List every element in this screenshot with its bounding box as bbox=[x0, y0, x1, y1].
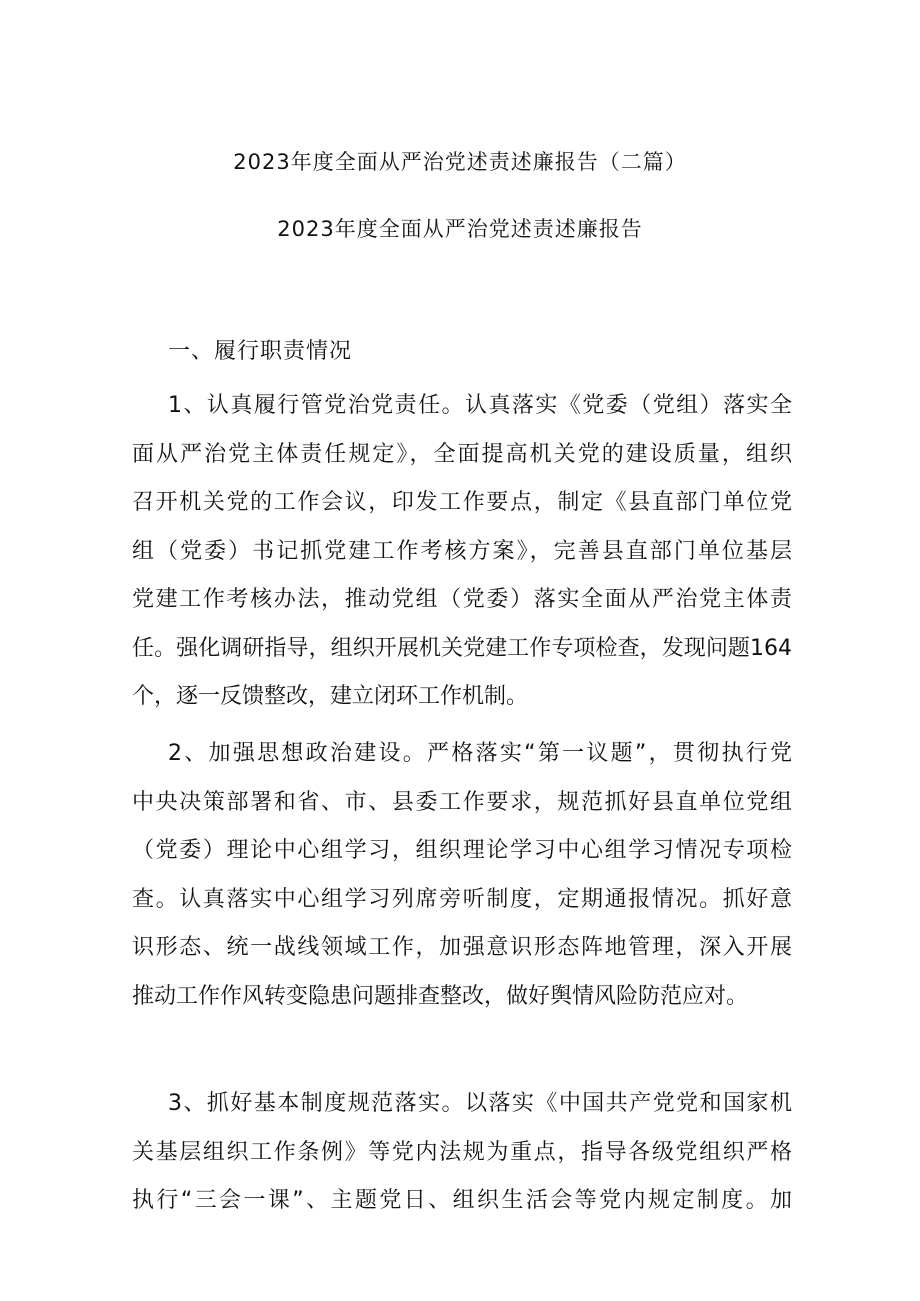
paragraph-line: 召开机关党的工作会议，印发工作要点，制定《县直部门单位党 bbox=[132, 490, 792, 515]
paragraph-line: 3、抓好基本制度规范落实。以落实《中国共产党党和国家机 bbox=[168, 1091, 792, 1116]
paragraph-line: 个，逐一反馈整改，建立闭环工作机制。 bbox=[132, 684, 529, 709]
paragraph-line: 2、加强思想政治建设。严格落实“第一议题”，贯彻执行党 bbox=[168, 741, 792, 766]
paragraph-line: 识形态、统一战线领域工作，加强意识形态阵地管理，深入开展 bbox=[132, 935, 792, 960]
paragraph-1 bbox=[132, 382, 792, 722]
paragraph-line: 1、认真履行管党治党责任。认真落实《党委（党组）落实全 bbox=[168, 393, 792, 418]
paragraph-line: 中央决策部署和省、市、县委工作要求，规范抓好县直单位党组 bbox=[132, 789, 792, 815]
document-title: 2023年度全面从严治党述责述廉报告（二篇） bbox=[233, 150, 687, 174]
document-subtitle: 2023年度全面从严治党述责述廉报告 bbox=[277, 217, 643, 241]
paragraph-line: （党委）理论中心组学习，组织理论学习中心组学习情况专项检 bbox=[132, 838, 792, 863]
paragraph-line: 组（党委）书记抓党建工作考核方案》，完善县直部门单位基层 bbox=[132, 538, 792, 564]
paragraph-line: 党建工作考核办法，推动党组（党委）落实全面从严治党主体责 bbox=[132, 587, 792, 612]
paragraph-line: 推动工作作风转变隐患问题排查整改，做好舆情风险防范应对。 bbox=[132, 983, 749, 1009]
paragraph-2 bbox=[132, 730, 792, 1021]
paragraph-line: 面从严治党主体责任规定》，全面提高机关党的建设质量，组织 bbox=[132, 441, 792, 467]
paragraph-line: 关基层组织工作条例》等党内法规为重点，指导各级党组织严格 bbox=[132, 1139, 792, 1165]
paragraph-line: 执行“三会一课”、主题党日、组织生活会等党内规定制度。加 bbox=[132, 1188, 792, 1213]
paragraph-line: 任。强化调研指导，组织开展机关党建工作专项检查，发现问题164 bbox=[132, 635, 792, 661]
paragraph-line: 查。认真落实中心组学习列席旁听制度，定期通报情况。抓好意 bbox=[132, 886, 792, 912]
paragraph-3 bbox=[132, 1080, 792, 1226]
section-heading: 一、履行职责情况 bbox=[168, 339, 353, 364]
